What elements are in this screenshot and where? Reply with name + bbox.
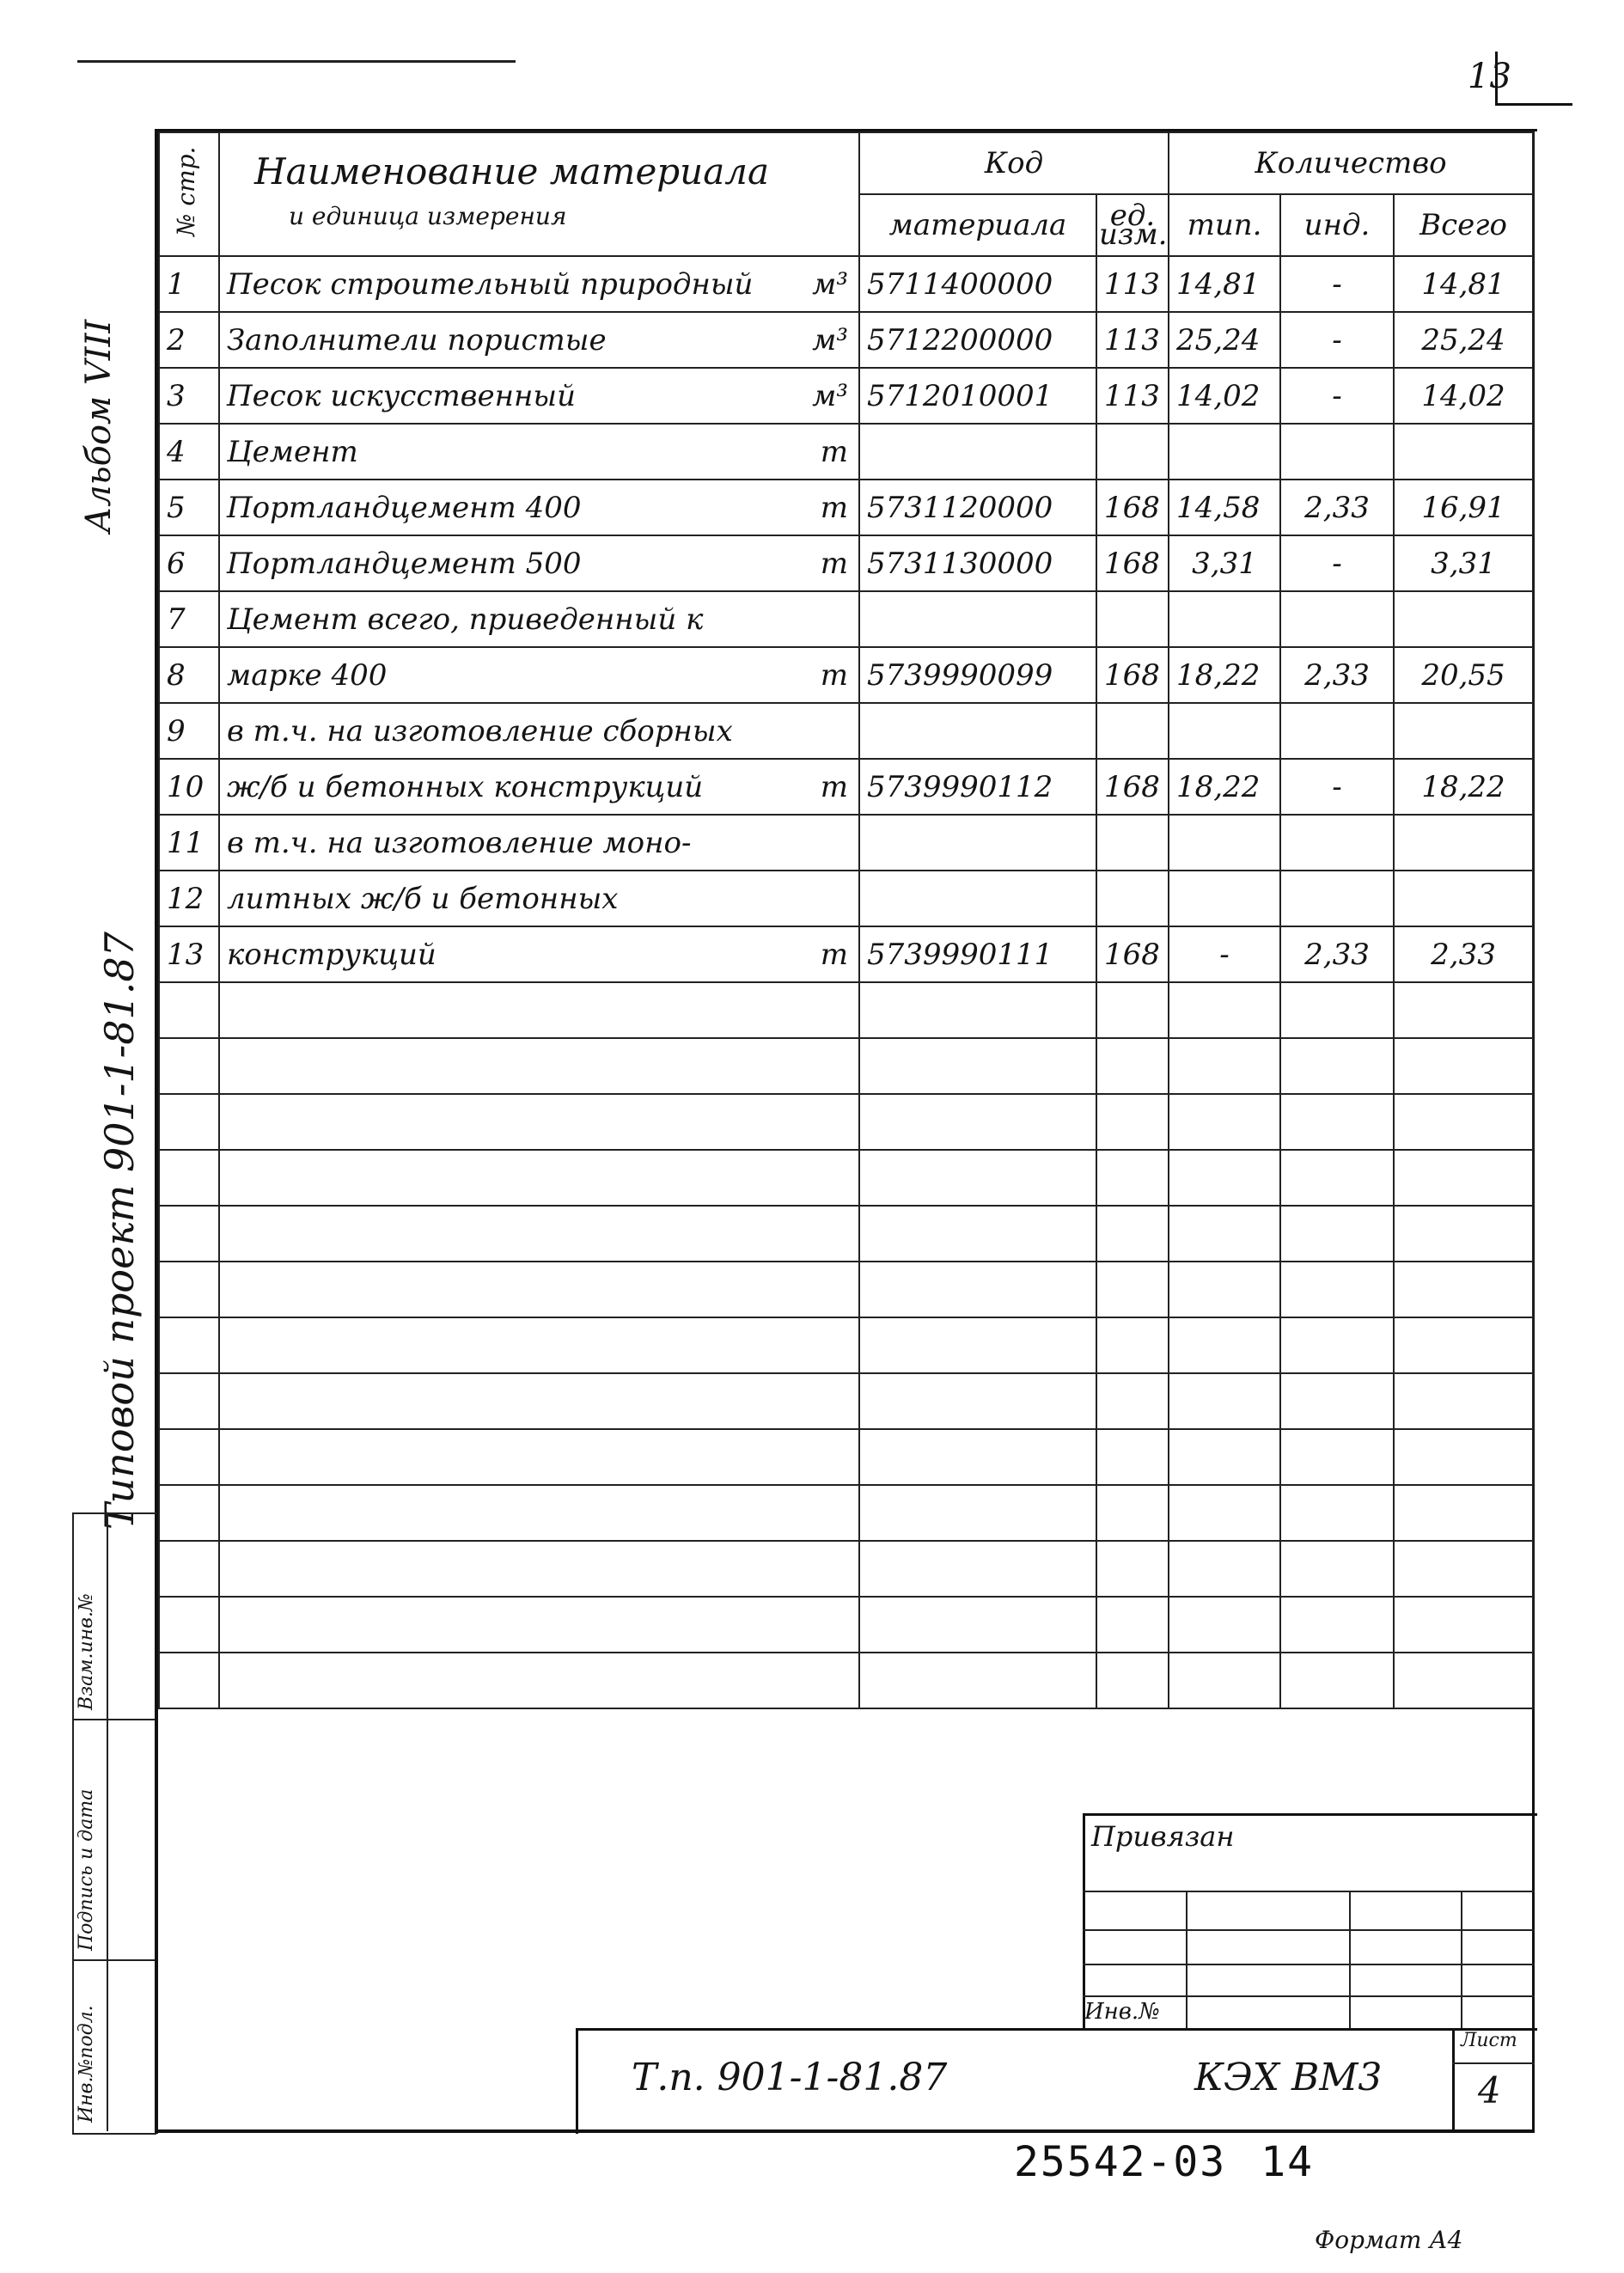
header-qty-ind: инд. xyxy=(1280,194,1394,256)
stamp-inv-label: Инв.№подл. xyxy=(76,2005,97,2123)
table-row: 13 конструкций т 5739990111 168 - 2,33 2,33 xyxy=(159,926,1533,982)
table-row: 9 в т.ч. на изготовление сборных xyxy=(159,703,1533,759)
archive-sheet: 14 xyxy=(1261,2138,1314,2186)
album-label: Альбом VIII xyxy=(79,319,119,533)
table-row: 2 Заполнители пористые м³ 5712200000 113 25,24 - 25,24 xyxy=(159,312,1533,368)
empty-row xyxy=(159,1597,1533,1653)
table-header-row xyxy=(159,132,1533,194)
empty-row xyxy=(159,1373,1533,1429)
stamp-divider xyxy=(72,1959,155,1961)
empty-row xyxy=(159,1653,1533,1708)
header-code-group: Код xyxy=(859,132,1169,194)
top-rule xyxy=(77,60,516,63)
empty-row xyxy=(159,1317,1533,1373)
empty-row xyxy=(159,1429,1533,1485)
archive-number: 25542-03 14 xyxy=(1014,2138,1314,2186)
project-label: Типовой проект 901-1-81.87 xyxy=(96,932,143,1530)
header-code-material: материала xyxy=(859,194,1096,256)
table-row: 11 в т.ч. на изготовление моно- xyxy=(159,815,1533,871)
header-row-no: № стр. xyxy=(159,132,219,256)
privyazan-line xyxy=(1083,1891,1535,1892)
empty-row xyxy=(159,1206,1533,1262)
section-code: КЭХ ВМ3 xyxy=(1194,2056,1383,2099)
privyazan-col xyxy=(1186,1891,1187,2028)
privyazan-line xyxy=(1083,1929,1535,1931)
empty-row xyxy=(159,1262,1533,1317)
empty-row xyxy=(159,1150,1533,1206)
header-qty-total: Всего xyxy=(1394,194,1533,256)
table-row: 6 Портландцемент 500 т 5731130000 168 3,31 - 3,31 xyxy=(159,535,1533,591)
table-row: 4 Цемент т xyxy=(159,424,1533,480)
table-row: 3 Песок искусственный м³ 5712010001 113 14,02 - 14,02 xyxy=(159,368,1533,424)
empty-row xyxy=(159,1485,1533,1541)
sheet-box-divider xyxy=(1452,2062,1535,2064)
inv-no-label: Инв.№ xyxy=(1084,1999,1160,2025)
privyazan-col xyxy=(1349,1891,1351,2028)
materials-table xyxy=(158,131,1534,1709)
header-qty-group: Количество xyxy=(1169,132,1533,194)
empty-row xyxy=(159,1541,1533,1597)
header-qty-typ: тип. xyxy=(1169,194,1280,256)
table-row: 10 ж/б и бетонных конструкций т 5739990112 168 18,22 - 18,22 xyxy=(159,759,1533,815)
empty-row xyxy=(159,982,1533,1038)
page-number-base xyxy=(1495,103,1572,106)
stamp-divider xyxy=(72,1719,155,1720)
table-row: 12 литных ж/б и бетонных xyxy=(159,871,1533,926)
project-code: Т.п. 901-1-81.87 xyxy=(632,2056,948,2099)
table-row: 7 Цемент всего, приведенный к xyxy=(159,591,1533,647)
header-name: Наименование материала и единица измерения xyxy=(219,132,859,256)
table-row: 5 Портландцемент 400 т 5731120000 168 14,58 2,33 16,91 xyxy=(159,480,1533,535)
privyazan-line xyxy=(1083,1964,1535,1965)
sheet-number: 4 xyxy=(1478,2069,1501,2111)
table-row: 1 Песок строительный природный м³ 5711400000 113 14,81 - 14,81 xyxy=(159,256,1533,312)
page-number: 13 xyxy=(1468,57,1511,96)
empty-row xyxy=(159,1038,1533,1094)
stamp-podpis-label: Подпись и дата xyxy=(76,1788,97,1951)
privyazan-line xyxy=(1083,1995,1535,1997)
privyazan-label: Привязан xyxy=(1091,1820,1235,1853)
table-row: 8 марке 400 т 5739990099 168 18,22 2,33 20,55 xyxy=(159,647,1533,703)
empty-row xyxy=(159,1094,1533,1150)
sheet-label: Лист xyxy=(1461,2030,1517,2051)
privyazan-col xyxy=(1461,1891,1462,2028)
stamp-vzam-label: Взам.инв.№ xyxy=(76,1593,97,1710)
format-label: Формат А4 xyxy=(1315,2226,1463,2254)
header-code-unit: ед. изм. xyxy=(1096,194,1169,256)
